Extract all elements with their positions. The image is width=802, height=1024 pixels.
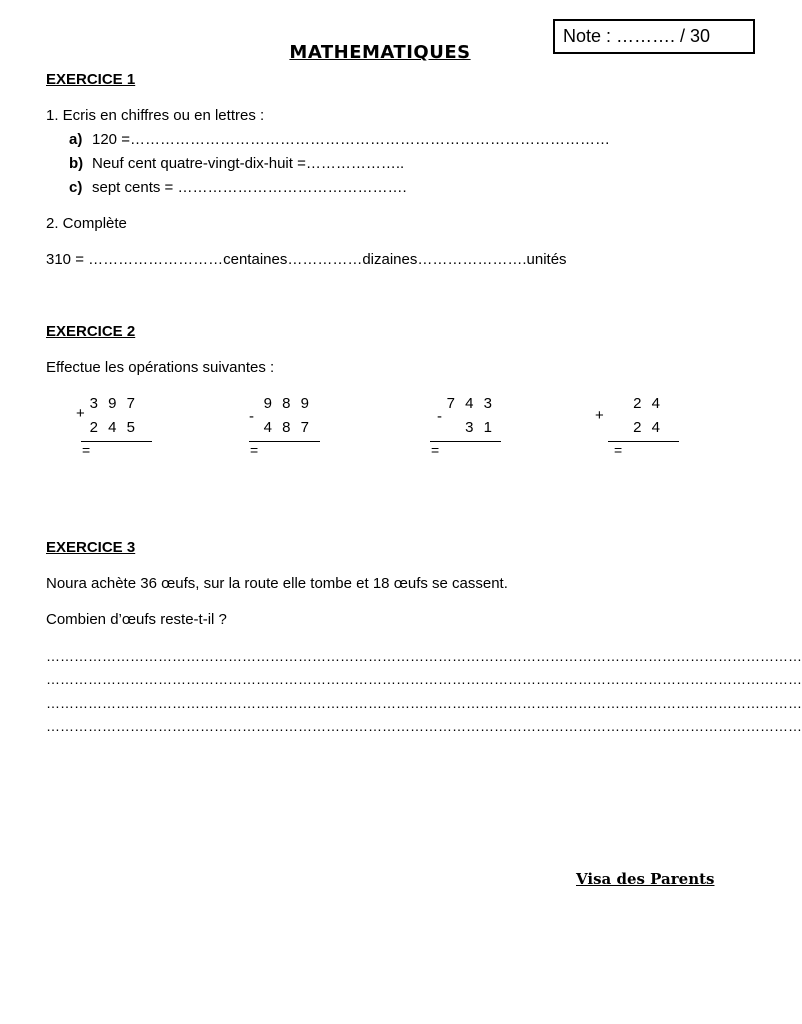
- operation-bottom-number: 4 8 7: [263, 419, 312, 436]
- answer-line: ………………………………………………………………………………………………………………………………………………: [46, 671, 802, 687]
- exercise3-heading: EXERCICE 3: [46, 539, 136, 556]
- exercise1-question2: 2. Complète: [46, 215, 127, 232]
- parents-signature-label: Visa des Parents: [576, 870, 715, 888]
- operation-sign: -: [249, 408, 254, 425]
- answer-line: ………………………………………………………………………………………………………………………………………………: [46, 718, 802, 734]
- item-text: 120 =……………………………………………………………………………………: [92, 131, 610, 148]
- operation-rule: [81, 441, 152, 442]
- operation-sign: +: [76, 405, 85, 422]
- operation-sign: -: [437, 408, 442, 425]
- item-label: a): [69, 131, 83, 148]
- exercise1-item-a: [69, 131, 610, 148]
- operation-bottom-number: 2 4: [633, 419, 663, 436]
- operation-top-number: 7 4 3: [446, 395, 495, 412]
- answer-line: ………………………………………………………………………………………………………………………………………………: [46, 648, 802, 664]
- operation-equals: =: [614, 442, 623, 458]
- operation-equals: =: [431, 442, 440, 458]
- page-title: MATHEMATIQUES: [289, 42, 471, 63]
- exercise1-item-b: [69, 155, 404, 172]
- operation-top-number: 3 9 7: [89, 395, 138, 412]
- item-text: sept cents = ……………………………………….: [92, 179, 407, 196]
- exercise1-decomposition-line: 310 = ………………………centaines……………dizaines………………….unités: [46, 251, 567, 268]
- exercise2-instruction: Effectue les opérations suivantes :: [46, 359, 275, 376]
- exercise1-heading: EXERCICE 1: [46, 71, 136, 88]
- operation-equals: =: [82, 442, 91, 458]
- operation-top-number: 9 8 9: [263, 395, 312, 412]
- operation-equals: =: [250, 442, 259, 458]
- item-text: Neuf cent quatre-vingt-dix-huit =………………..: [92, 155, 405, 172]
- exercise3-problem: Noura achète 36 œufs, sur la route elle tombe et 18 œufs se cassent.: [46, 575, 508, 592]
- exercise1-item-c: [69, 179, 407, 196]
- operation-sign: +: [595, 407, 604, 424]
- operation-bottom-number: 3 1: [465, 419, 495, 436]
- grade-text: Note : ………. / 30: [563, 26, 711, 46]
- exercise2-heading: EXERCICE 2: [46, 323, 136, 340]
- operation-top-number: 2 4: [633, 395, 663, 412]
- item-label: c): [69, 179, 83, 196]
- exercise3-question: Combien d’œufs reste-t-il ?: [46, 611, 227, 628]
- exercise1-question1: 1. Ecris en chiffres ou en lettres :: [46, 107, 265, 124]
- item-label: b): [69, 155, 84, 172]
- operation-rule: [430, 441, 501, 442]
- answer-line: ………………………………………………………………………………………………………………………………………………: [46, 695, 802, 711]
- operation-rule: [249, 441, 320, 442]
- operation-bottom-number: 2 4 5: [89, 419, 138, 436]
